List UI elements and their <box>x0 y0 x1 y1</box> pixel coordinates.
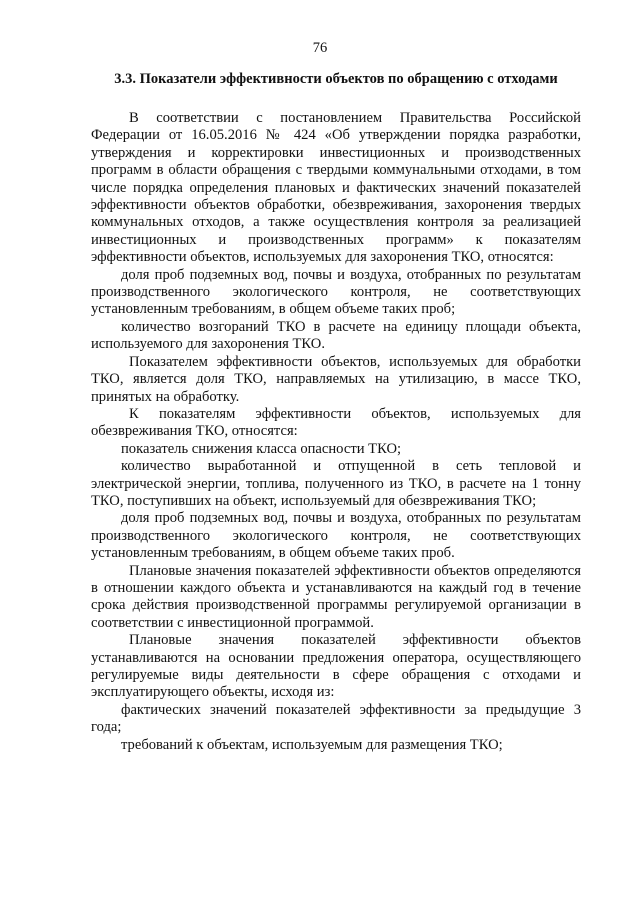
paragraph-neutralization: К показателям эффективности объектов, используемых для обезвреживания ТКО, относятся: <box>91 405 581 440</box>
page-number: 76 <box>312 40 328 56</box>
document-body <box>91 110 581 754</box>
list-item-landfill-fires: количество возгораний ТКО в расчете на единицу площади объекта, используемого для захоронения ТКО. <box>91 318 581 353</box>
paragraph-processing: Показателем эффективности объектов, используемых для обработки ТКО, является доля ТКО, направляемых на утилизацию, в массе ТКО, принятых на обработку. <box>91 353 581 405</box>
list-item-actual-values: фактических значений показателей эффективности за предыдущие 3 года; <box>91 701 581 736</box>
paragraph-planned-basis: Плановые значения показателей эффективности объектов устанавливаются на основании предложения оператора, осуществляющего регулируемые виды деятельности в сфере обращения с отходами и эксплуатирующего объекты, исходя из: <box>91 632 581 701</box>
section-heading: 3.3. Показатели эффективности объектов по обращению с отходами <box>114 71 558 87</box>
paragraph-planned-values: Плановые значения показателей эффективности объектов определяются в отношении каждого объекта и устанавливаются на каждый год в течение срока действия производственной программы регулируемой организации в соответствии с инвестиционной программой. <box>91 562 581 631</box>
list-item-hazard-class: показатель снижения класса опасности ТКО; <box>121 440 402 457</box>
list-item-neutralization-samples: доля проб подземных вод, почвы и воздуха, отобранных по результатам производственного экологического контроля, не соответствующих установленным требованиям, в общем объеме таких проб. <box>91 510 581 562</box>
paragraph-intro: В соответствии с постановлением Правительства Российской Федерации от 16.05.2016 № 424 «Об утверждении порядка разработки, утверждения и корректировки инвестиционных и производственных программ в области обращения с твердыми коммунальными отходами, в том числе порядка определения плановых и фактических значений показателей эффективности объектов обработки, обезвреживания, захоронения твердых коммунальных отходов, а также осуществления контроля за реализацией инвестиционных и производственных программ» к показателям эффективности объектов, используемых для захоронения ТКО, относятся: <box>91 110 581 266</box>
list-item-energy: количество выработанной и отпущенной в сеть тепловой и электрической энергии, топлива, полученного из ТКО, в расчете на 1 тонну ТКО, поступивших на объект, используемый для обезвреживания ТКО; <box>91 458 581 509</box>
list-item-landfill-samples: доля проб подземных вод, почвы и воздуха, отобранных по результатам производственного экологического контроля, не соответствующих установленным требованиям, в общем объеме таких проб; <box>91 266 581 318</box>
list-item-requirements: требований к объектам, используемым для размещения ТКО; <box>121 736 503 753</box>
